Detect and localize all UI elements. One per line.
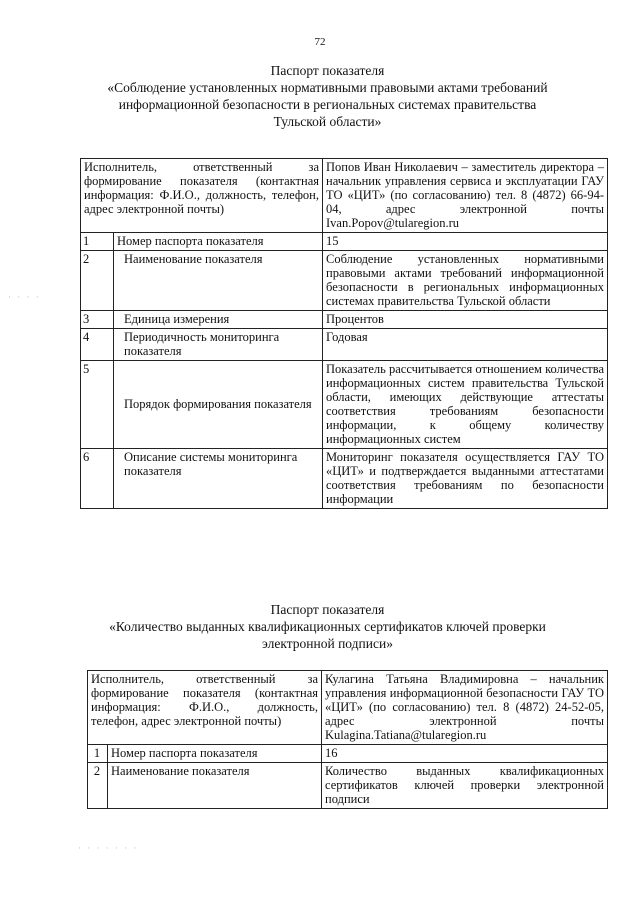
row-value: Показатель рассчитывается отношением количества информационных систем правительства Тульской области, имеющих действующие аттестаты соответствия требованиям безопасности информации, к общему количеству информационных систем [323, 361, 608, 449]
row-value: Процентов [323, 311, 608, 329]
passport-2-table [87, 670, 608, 809]
row-label: Порядок формирования показателя [114, 361, 323, 449]
table-row [81, 311, 608, 329]
row-number: 1 [88, 745, 108, 763]
passport-2-header [70, 601, 585, 652]
passport-1-table [80, 158, 608, 509]
row-label: Описание системы мониторинга показателя [114, 449, 323, 509]
table-row [88, 745, 608, 763]
row-value: Соблюдение установленных нормативными правовыми актами требований информационной безопасности в региональных информационных системах правительства Тульской области [323, 251, 608, 311]
page-number: 72 [314, 36, 326, 48]
passport-1-title-line: «Соблюдение установленных нормативными правовыми актами требований [107, 80, 548, 95]
row-label: Единица измерения [114, 311, 323, 329]
scan-noise: · · · · · · · [78, 843, 139, 853]
table-row [81, 449, 608, 509]
row-label: Периодичность мониторинга показателя [114, 329, 323, 361]
passport-2-heading: Паспорт показателя [270, 602, 385, 617]
row-value: Мониторинг показателя осуществляется ГАУ ТО «ЦИТ» и подтверждается выданными аттестатами соответствия требованиям по безопасности информации [323, 449, 608, 509]
row-value: 15 [323, 233, 608, 251]
table-row [88, 671, 608, 745]
row-number: 2 [88, 763, 108, 809]
passport-1-title-line: Тульской области» [273, 114, 382, 129]
table-row [81, 329, 608, 361]
passport-1-heading: Паспорт показателя [270, 63, 385, 78]
row-label: Наименование показателя [108, 763, 322, 809]
passport-2-title-line: электронной подписи» [262, 636, 393, 651]
table-row [81, 233, 608, 251]
row-label: Наименование показателя [114, 251, 323, 311]
responsible-label-cell: Исполнитель, ответственный за формирование показателя (контактная информация: Ф.И.О., должность, телефон, адрес электронной почты) [81, 159, 323, 233]
row-value: Годовая [323, 329, 608, 361]
passport-1-header [70, 62, 585, 130]
row-number: 1 [81, 233, 114, 251]
row-value: 16 [322, 745, 608, 763]
row-number: 3 [81, 311, 114, 329]
row-value: Количество выданных квалификационных сертификатов ключей проверки электронной подписи [322, 763, 608, 809]
row-number: 5 [81, 361, 114, 449]
table-row [88, 763, 608, 809]
responsible-value-cell: Кулагина Татьяна Владимировна – начальник управления информационной безопасности ГАУ ТО «ЦИТ» (по согласованию) тел. 8 (4872) 24-52-05, адрес электронной почты Kulagina.Tatiana@tularegion.ru [322, 671, 608, 745]
row-number: 2 [81, 251, 114, 311]
table-row [81, 361, 608, 449]
responsible-label-cell: Исполнитель, ответственный за формирование показателя (контактная информация: Ф.И.О., должность, телефон, адрес электронной почты) [88, 671, 322, 745]
responsible-value-cell: Попов Иван Николаевич – заместитель директора – начальник управления сервиса и эксплуатации ГАУ ТО «ЦИТ» (по согласованию) тел. 8 (4872) 66-94-04, адрес электронной почты Ivan.Popov@tularegion.ru [323, 159, 608, 233]
passport-1-title-line: информационной безопасности в региональных системах правительства [118, 97, 537, 112]
table-row [81, 251, 608, 311]
row-label: Номер паспорта показателя [114, 233, 323, 251]
table-row [81, 159, 608, 233]
row-number: 6 [81, 449, 114, 509]
row-number: 4 [81, 329, 114, 361]
row-label: Номер паспорта показателя [108, 745, 322, 763]
passport-2-title-line: «Количество выданных квалификационных сертификатов ключей проверки [109, 619, 546, 634]
scan-noise: · · · · [8, 292, 41, 302]
